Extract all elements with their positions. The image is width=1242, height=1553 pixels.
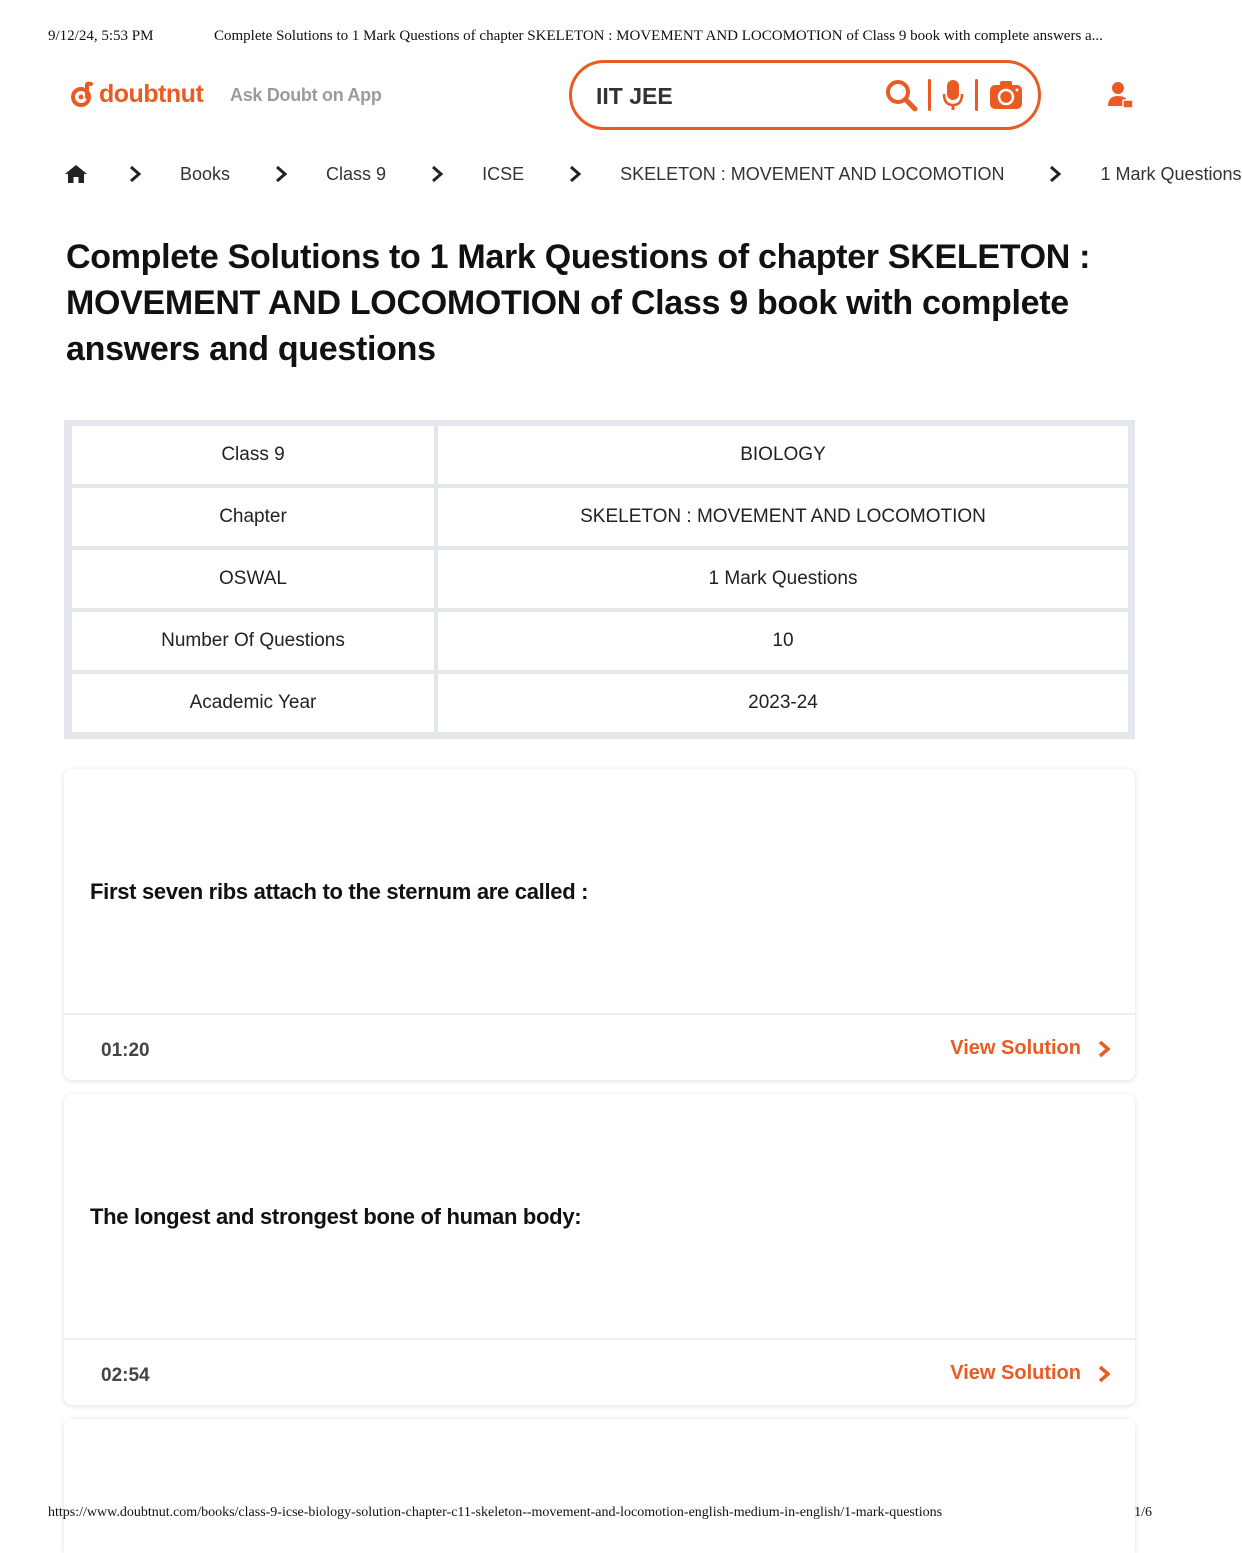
chevron-right-icon xyxy=(568,165,582,183)
chevron-right-icon xyxy=(430,165,444,183)
chevron-right-icon xyxy=(1048,165,1062,183)
breadcrumb-chapter[interactable]: SKELETON : MOVEMENT AND LOCOMOTION xyxy=(620,163,1005,184)
card-divider xyxy=(64,1338,1135,1340)
mic-icon[interactable] xyxy=(941,78,965,112)
logo-text: doubtnut xyxy=(99,80,204,108)
table-value: SKELETON : MOVEMENT AND LOCOMOTION xyxy=(434,488,1128,546)
chevron-right-icon xyxy=(274,165,288,183)
chevron-right-icon xyxy=(1097,1364,1111,1384)
search-actions xyxy=(884,77,1024,113)
print-date: 9/12/24, 5:53 PM xyxy=(48,28,154,44)
chevron-right-icon xyxy=(128,165,142,183)
ask-doubt-link[interactable]: Ask Doubt on App xyxy=(230,85,382,105)
table-key: OSWAL xyxy=(72,550,434,608)
table-row xyxy=(72,550,1128,608)
table-value: BIOLOGY xyxy=(434,426,1128,484)
table-value: 1 Mark Questions xyxy=(434,550,1128,608)
print-footer xyxy=(48,1505,1152,1527)
view-solution-button[interactable] xyxy=(950,1362,1111,1385)
breadcrumb-board[interactable]: ICSE xyxy=(482,163,525,184)
camera-icon[interactable] xyxy=(988,79,1024,111)
table-row xyxy=(72,426,1128,484)
question-card[interactable] xyxy=(64,769,1135,1080)
table-value: 2023-24 xyxy=(434,674,1128,732)
search-icon[interactable] xyxy=(884,78,918,112)
view-solution-label: View Solution xyxy=(950,1037,1081,1059)
page-title: Complete Solutions to 1 Mark Questions of chapter SKELETON : MOVEMENT AND LOCOMOTION of Class 9 book with complete answers and questions xyxy=(66,238,1091,368)
video-duration: 01:20 xyxy=(101,1040,150,1061)
question-card[interactable] xyxy=(64,1419,1135,1553)
question-text: First seven ribs attach to the sternum are called : xyxy=(90,879,589,904)
question-text: The longest and strongest bone of human body: xyxy=(90,1204,582,1229)
doubtnut-logo-icon xyxy=(70,82,96,108)
table-key: Number Of Questions xyxy=(72,612,434,670)
card-divider xyxy=(64,1013,1135,1015)
logo[interactable] xyxy=(70,80,203,109)
table-key: Class 9 xyxy=(72,426,434,484)
table-key: Academic Year xyxy=(72,674,434,732)
home-icon[interactable] xyxy=(64,163,88,185)
breadcrumb-current[interactable]: 1 Mark Questions xyxy=(1100,163,1242,184)
table-row xyxy=(72,612,1128,670)
print-url: https://www.doubtnut.com/books/class-9-icse-biology-solution-chapter-c11-skeleton--movement-and-locomotion-english-medium-in-english/1-mark-questions xyxy=(48,1505,943,1520)
question-card[interactable] xyxy=(64,1094,1135,1405)
search-input[interactable] xyxy=(596,79,846,113)
search-divider xyxy=(928,79,931,111)
breadcrumb-class[interactable]: Class 9 xyxy=(326,163,387,184)
search-bar xyxy=(569,60,1041,130)
print-title: Complete Solutions to 1 Mark Questions of chapter SKELETON : MOVEMENT AND LOCOMOTION of Class 9 book with complete answers a... xyxy=(214,28,1103,44)
navbar xyxy=(66,58,1134,136)
table-row xyxy=(72,488,1128,546)
user-icon[interactable] xyxy=(1106,80,1134,110)
breadcrumb xyxy=(64,160,1242,188)
view-solution-button[interactable] xyxy=(950,1037,1111,1060)
search-divider xyxy=(975,79,978,111)
print-header xyxy=(48,28,1152,50)
print-page-number: 1/6 xyxy=(1134,1505,1152,1520)
table-value: 10 xyxy=(434,612,1128,670)
breadcrumb-books[interactable]: Books xyxy=(180,163,231,184)
table-key: Chapter xyxy=(72,488,434,546)
view-solution-label: View Solution xyxy=(950,1362,1081,1384)
video-duration: 02:54 xyxy=(101,1365,150,1386)
info-table xyxy=(64,420,1135,739)
table-row xyxy=(72,674,1128,732)
chevron-right-icon xyxy=(1097,1039,1111,1059)
